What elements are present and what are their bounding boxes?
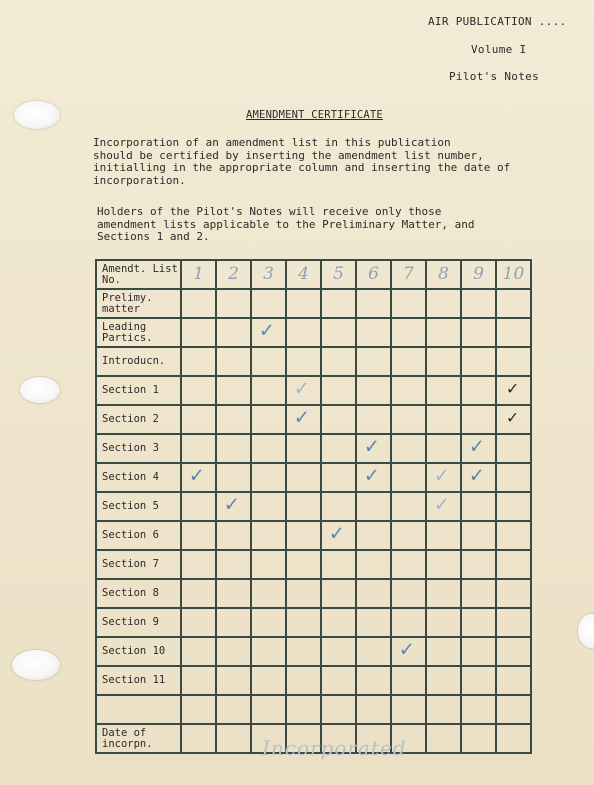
amendment-number-cell: 1	[181, 260, 216, 289]
check-mark-icon: ✓	[365, 463, 379, 488]
entry-cell	[321, 463, 356, 492]
entry-cell	[216, 550, 251, 579]
entry-cell	[391, 434, 426, 463]
entry-cell	[426, 405, 461, 434]
entry-cell	[251, 318, 286, 347]
entry-cell	[321, 608, 356, 637]
table-row	[96, 637, 531, 666]
punch-hole-bottom	[12, 650, 60, 680]
amendment-number-cell: 5	[321, 260, 356, 289]
entry-cell	[461, 289, 496, 318]
entry-cell	[216, 492, 251, 521]
entry-cell	[391, 579, 426, 608]
entry-cell	[321, 579, 356, 608]
entry-cell	[391, 550, 426, 579]
entry-cell	[286, 579, 321, 608]
entry-cell	[321, 637, 356, 666]
entry-cell	[181, 550, 216, 579]
entry-cell	[426, 289, 461, 318]
row-label: Introducn.	[96, 347, 181, 376]
entry-cell	[181, 463, 216, 492]
entry-cell	[216, 521, 251, 550]
entry-cell	[286, 405, 321, 434]
table-row	[96, 405, 531, 434]
entry-cell	[356, 579, 391, 608]
entry-cell	[461, 492, 496, 521]
entry-cell	[181, 376, 216, 405]
entry-cell	[391, 695, 426, 724]
row-label: Section 8	[96, 579, 181, 608]
entry-cell	[216, 347, 251, 376]
entry-cell	[216, 405, 251, 434]
entry-cell	[251, 376, 286, 405]
row-label: Section 1	[96, 376, 181, 405]
punch-hole-top	[14, 101, 60, 129]
check-mark-icon: ✓	[190, 463, 204, 488]
entry-cell	[496, 289, 531, 318]
entry-cell	[321, 550, 356, 579]
entry-cell	[321, 521, 356, 550]
row-label: Section 9	[96, 608, 181, 637]
entry-cell	[251, 666, 286, 695]
check-mark-icon: ✓	[365, 434, 379, 459]
pilots-notes-label: Pilot's Notes	[449, 70, 539, 83]
amendment-number-cell: 4	[286, 260, 321, 289]
entry-cell	[496, 521, 531, 550]
entry-cell	[216, 724, 251, 753]
entry-cell	[426, 695, 461, 724]
entry-cell	[356, 405, 391, 434]
entry-cell	[426, 666, 461, 695]
amendment-number-cell: 6	[356, 260, 391, 289]
entry-cell	[321, 434, 356, 463]
entry-cell	[461, 376, 496, 405]
paragraph-line: Holders of the Pilot's Notes will receive only those	[97, 205, 442, 218]
paragraph-holders	[97, 206, 475, 244]
entry-cell	[496, 463, 531, 492]
check-mark-icon: ✓	[295, 376, 309, 401]
check-mark-icon: ✓	[470, 434, 484, 459]
check-mark-icon: ✓	[330, 521, 344, 546]
table-header-row	[96, 260, 531, 289]
entry-cell	[251, 579, 286, 608]
entry-cell	[426, 579, 461, 608]
entry-cell	[496, 579, 531, 608]
entry-cell	[391, 318, 426, 347]
paragraph-line: should be certified by inserting the amendment list number,	[93, 148, 484, 162]
check-mark-icon: ✓	[295, 405, 309, 430]
entry-cell	[496, 695, 531, 724]
table-row	[96, 492, 531, 521]
entry-cell	[321, 695, 356, 724]
entry-cell	[321, 666, 356, 695]
entry-cell	[461, 724, 496, 753]
table-row	[96, 289, 531, 318]
table-row	[96, 376, 531, 405]
entry-cell	[356, 492, 391, 521]
entry-cell	[321, 405, 356, 434]
entry-cell	[426, 724, 461, 753]
check-mark-icon: ✓	[435, 492, 449, 517]
entry-cell	[461, 463, 496, 492]
entry-cell	[286, 289, 321, 318]
entry-cell	[391, 289, 426, 318]
entry-cell	[356, 347, 391, 376]
entry-cell	[496, 434, 531, 463]
entry-cell	[181, 434, 216, 463]
air-publication-header: AIR PUBLICATION ....	[428, 15, 567, 28]
entry-cell	[251, 608, 286, 637]
entry-cell	[461, 637, 496, 666]
entry-cell	[426, 521, 461, 550]
entry-cell	[251, 463, 286, 492]
entry-cell	[286, 550, 321, 579]
table-row	[96, 579, 531, 608]
entry-cell	[391, 521, 426, 550]
entry-cell	[321, 289, 356, 318]
amendment-number-cell: 3	[251, 260, 286, 289]
entry-cell	[496, 376, 531, 405]
entry-cell	[391, 376, 426, 405]
entry-cell	[356, 666, 391, 695]
table-row	[96, 347, 531, 376]
entry-cell	[461, 550, 496, 579]
row-label: Section 2	[96, 405, 181, 434]
entry-cell	[181, 666, 216, 695]
entry-cell	[251, 695, 286, 724]
entry-cell	[496, 608, 531, 637]
check-mark-icon: ✓	[225, 492, 239, 517]
entry-cell	[391, 492, 426, 521]
entry-cell	[391, 463, 426, 492]
entry-cell	[461, 347, 496, 376]
entry-cell	[286, 637, 321, 666]
certificate-title: AMENDMENT CERTIFICATE	[246, 109, 383, 121]
entry-cell	[461, 579, 496, 608]
entry-cell	[321, 318, 356, 347]
check-mark-icon: ✓	[435, 463, 449, 488]
paragraph-line: Sections 1 and 2.	[97, 230, 210, 243]
entry-cell	[496, 724, 531, 753]
row-label: Section 4	[96, 463, 181, 492]
entry-cell	[391, 347, 426, 376]
entry-cell	[286, 463, 321, 492]
volume-label: Volume I	[471, 43, 527, 56]
entry-cell	[356, 550, 391, 579]
row-label: Section 5	[96, 492, 181, 521]
entry-cell	[426, 608, 461, 637]
entry-cell	[216, 666, 251, 695]
entry-cell	[426, 492, 461, 521]
entry-cell	[356, 608, 391, 637]
amendment-number-cell: 10	[496, 260, 531, 289]
entry-cell	[426, 637, 461, 666]
entry-cell	[181, 724, 216, 753]
entry-cell	[216, 637, 251, 666]
amendment-number-cell: 2	[216, 260, 251, 289]
entry-cell	[216, 376, 251, 405]
entry-cell	[286, 347, 321, 376]
entry-cell	[391, 608, 426, 637]
date-handwriting: Incorporated	[262, 736, 407, 760]
entry-cell	[251, 289, 286, 318]
table-row	[96, 318, 531, 347]
row-label: Section 7	[96, 550, 181, 579]
entry-cell	[461, 666, 496, 695]
entry-cell	[216, 463, 251, 492]
entry-cell	[251, 550, 286, 579]
entry-cell	[356, 463, 391, 492]
entry-cell	[251, 492, 286, 521]
entry-cell	[356, 695, 391, 724]
entry-cell	[496, 666, 531, 695]
entry-cell	[391, 637, 426, 666]
table-row	[96, 695, 531, 724]
row-label: Date of incorpn.	[96, 724, 181, 753]
entry-cell	[181, 347, 216, 376]
entry-cell	[461, 405, 496, 434]
entry-cell	[356, 318, 391, 347]
entry-cell	[216, 318, 251, 347]
amendment-number-cell: 8	[426, 260, 461, 289]
entry-cell	[181, 318, 216, 347]
entry-cell	[321, 492, 356, 521]
amendment-number-cell: 9	[461, 260, 496, 289]
entry-cell	[461, 608, 496, 637]
punch-hole-middle	[20, 377, 60, 403]
paragraph-line: initialling in the appropriate column and inserting the date of	[93, 161, 511, 174]
entry-cell	[286, 434, 321, 463]
entry-cell	[286, 492, 321, 521]
entry-cell	[496, 637, 531, 666]
entry-cell	[286, 695, 321, 724]
paragraph-line: amendment lists applicable to the Preliminary Matter, and	[97, 217, 475, 231]
entry-cell	[181, 405, 216, 434]
entry-cell	[461, 521, 496, 550]
entry-cell	[181, 492, 216, 521]
entry-cell	[461, 434, 496, 463]
row-label	[96, 695, 181, 724]
entry-cell	[216, 608, 251, 637]
paragraph-incorporation	[93, 137, 510, 187]
entry-cell	[251, 521, 286, 550]
amendment-list-no-label: Amendt. List No.	[96, 260, 181, 289]
table-row	[96, 434, 531, 463]
entry-cell	[286, 521, 321, 550]
entry-cell	[251, 637, 286, 666]
amendment-table	[95, 259, 532, 754]
entry-cell	[356, 521, 391, 550]
row-label: Section 6	[96, 521, 181, 550]
entry-cell	[496, 405, 531, 434]
entry-cell	[181, 608, 216, 637]
paragraph-line: Incorporation of an amendment list in this publication	[93, 136, 451, 149]
entry-cell	[426, 463, 461, 492]
table-row	[96, 463, 531, 492]
table-row	[96, 550, 531, 579]
entry-cell	[321, 347, 356, 376]
check-mark-icon: ✓	[507, 378, 518, 399]
entry-cell	[181, 289, 216, 318]
entry-cell	[251, 434, 286, 463]
entry-cell	[181, 695, 216, 724]
entry-cell	[496, 347, 531, 376]
entry-cell	[426, 434, 461, 463]
check-mark-icon: ✓	[470, 463, 484, 488]
entry-cell	[356, 376, 391, 405]
entry-cell	[356, 637, 391, 666]
entry-cell	[496, 492, 531, 521]
entry-cell	[461, 318, 496, 347]
table-row	[96, 521, 531, 550]
row-label: Leading Partics.	[96, 318, 181, 347]
table-row	[96, 608, 531, 637]
row-label: Section 10	[96, 637, 181, 666]
entry-cell	[321, 376, 356, 405]
entry-cell	[496, 550, 531, 579]
entry-cell	[426, 347, 461, 376]
check-mark-icon: ✓	[507, 407, 518, 428]
entry-cell	[391, 405, 426, 434]
entry-cell	[356, 434, 391, 463]
row-label: Section 3	[96, 434, 181, 463]
entry-cell	[286, 608, 321, 637]
entry-cell	[181, 579, 216, 608]
entry-cell	[496, 318, 531, 347]
row-label: Section 11	[96, 666, 181, 695]
entry-cell	[426, 318, 461, 347]
entry-cell	[286, 666, 321, 695]
row-label: Prelimy. matter	[96, 289, 181, 318]
amendment-number-cell: 7	[391, 260, 426, 289]
entry-cell	[426, 550, 461, 579]
entry-cell	[181, 521, 216, 550]
check-mark-icon: ✓	[260, 318, 274, 343]
entry-cell	[251, 405, 286, 434]
entry-cell	[216, 289, 251, 318]
entry-cell	[426, 376, 461, 405]
entry-cell	[391, 666, 426, 695]
table-row	[96, 666, 531, 695]
entry-cell	[461, 695, 496, 724]
entry-cell	[181, 637, 216, 666]
entry-cell	[251, 347, 286, 376]
entry-cell	[216, 579, 251, 608]
paragraph-line: incorporation.	[93, 173, 186, 187]
punch-hole-right-edge	[578, 614, 594, 648]
entry-cell	[286, 376, 321, 405]
entry-cell	[356, 289, 391, 318]
entry-cell	[286, 318, 321, 347]
entry-cell	[216, 695, 251, 724]
check-mark-icon: ✓	[400, 637, 414, 662]
entry-cell	[216, 434, 251, 463]
